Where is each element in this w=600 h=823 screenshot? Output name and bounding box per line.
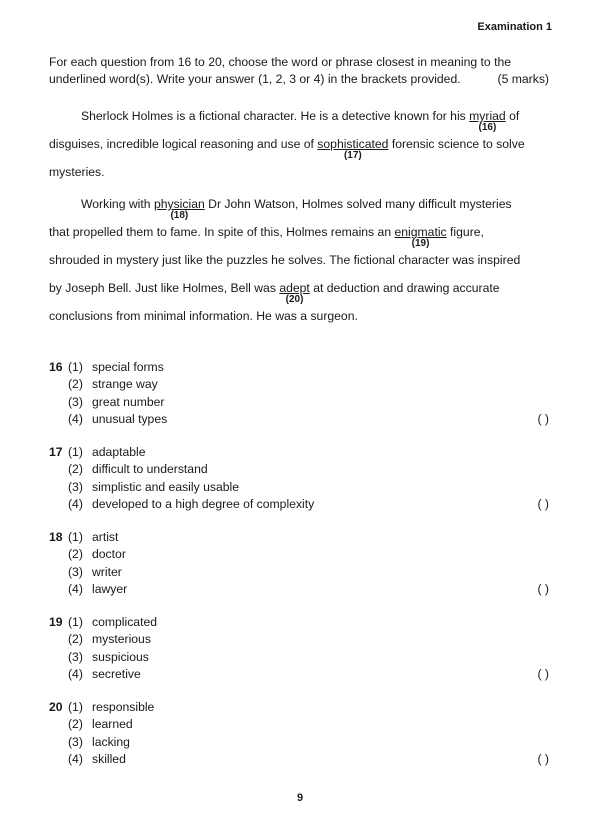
question-number: 16: [49, 359, 63, 374]
question-19: [49, 613, 549, 683]
option-number: (1): [68, 614, 83, 629]
question-marker-17: (17): [343, 150, 362, 161]
option-text: difficult to understand: [92, 462, 208, 477]
option-text: special forms: [92, 359, 164, 374]
question-20: [49, 698, 549, 768]
answer-bracket[interactable]: ( ): [537, 752, 549, 767]
underlined-word-20: adept (20): [279, 281, 310, 305]
option-text: writer: [92, 564, 122, 579]
option-row: [49, 461, 549, 479]
option-row: [49, 716, 549, 734]
question-marker-16: (16): [478, 122, 497, 133]
question-list: [49, 358, 549, 783]
option-text: complicated: [92, 614, 158, 629]
option-number: (4): [68, 752, 83, 767]
option-row: [49, 613, 549, 631]
option-text: secretive: [92, 667, 141, 682]
answer-bracket[interactable]: ( ): [537, 667, 549, 682]
option-number: (1): [68, 529, 83, 544]
passage-line: Sherlock Holmes is a fictional character. He is a detective known for his myriad (16) of: [81, 109, 520, 133]
answer-bracket[interactable]: ( ): [537, 582, 549, 597]
option-row: [49, 648, 549, 666]
question-number: 17: [49, 444, 63, 459]
option-text: developed to a high degree of complexity: [92, 497, 315, 512]
passage-line: that propelled them to fame. In spite of this, Holmes remains an enigmatic (19) figure,: [49, 225, 484, 249]
option-number: (2): [68, 632, 83, 647]
marks-label: (5 marks): [497, 72, 549, 86]
question-18: [49, 528, 549, 598]
question-number: 20: [49, 699, 63, 714]
option-number: (4): [68, 582, 83, 597]
option-text: mysterious: [92, 632, 151, 647]
option-row: [49, 376, 549, 394]
reading-passage: [49, 108, 549, 336]
page-number: 9: [296, 792, 304, 804]
option-number: (3): [68, 564, 83, 579]
option-row: [49, 563, 549, 581]
option-number: (4): [68, 497, 83, 512]
passage-line: shrouded in mystery just like the puzzles he solves. The fictional character was inspired: [49, 253, 521, 267]
option-number: (4): [68, 667, 83, 682]
option-row: [49, 631, 549, 649]
question-16: [49, 358, 549, 428]
instructions-line-2: underlined word(s). Write your answer (1, 2, 3 or 4) in the brackets provided.: [49, 72, 461, 86]
option-number: (3): [68, 479, 83, 494]
underlined-word-16: myriad (16): [469, 109, 506, 133]
exam-title: Examination 1: [477, 21, 552, 33]
option-number: (3): [68, 394, 83, 409]
option-row: [49, 358, 549, 376]
question-marker-18: (18): [170, 210, 189, 221]
passage-line: by Joseph Bell. Just like Holmes, Bell was adept (20) at deduction and drawing accurate: [49, 281, 500, 305]
option-number: (1): [68, 444, 83, 459]
answer-bracket[interactable]: ( ): [537, 412, 549, 427]
option-number: (2): [68, 717, 83, 732]
underlined-word-18: physician (18): [153, 197, 205, 221]
option-row: [49, 581, 549, 599]
option-text: unusual types: [92, 412, 168, 427]
option-number: (2): [68, 377, 83, 392]
question-marker-20: (20): [285, 294, 304, 305]
option-row: [49, 751, 549, 769]
option-row: [49, 698, 549, 716]
option-row: [49, 411, 549, 429]
option-row: [49, 733, 549, 751]
option-text: skilled: [92, 752, 126, 767]
passage-line: Working with physician (18) Dr John Watson, Holmes solved many difficult mysteries: [81, 197, 512, 221]
option-text: learned: [92, 717, 133, 732]
option-number: (2): [68, 462, 83, 477]
option-text: artist: [92, 529, 119, 544]
underlined-word-19: enigmatic (19): [394, 225, 447, 249]
option-text: doctor: [92, 547, 126, 562]
option-number: (3): [68, 649, 83, 664]
underlined-word-17: sophisticated (17): [317, 137, 389, 161]
option-number: (3): [68, 734, 83, 749]
question-marker-19: (19): [411, 238, 430, 249]
option-row: [49, 443, 549, 461]
option-text: adaptable: [92, 444, 146, 459]
answer-bracket[interactable]: ( ): [537, 497, 549, 512]
option-row: [49, 496, 549, 514]
passage-line: mysteries.: [49, 165, 105, 179]
option-row: [49, 478, 549, 496]
option-number: (1): [68, 359, 83, 374]
option-text: great number: [92, 394, 165, 409]
option-text: lawyer: [92, 582, 128, 597]
option-text: suspicious: [92, 649, 149, 664]
option-text: lacking: [92, 734, 130, 749]
option-text: responsible: [92, 699, 155, 714]
option-row: [49, 528, 549, 546]
option-number: (1): [68, 699, 83, 714]
option-number: (4): [68, 412, 83, 427]
instructions-line-1: For each question from 16 to 20, choose the word or phrase closest in meaning to the: [49, 55, 512, 69]
option-number: (2): [68, 547, 83, 562]
option-row: [49, 546, 549, 564]
question-17: [49, 443, 549, 513]
question-number: 19: [49, 614, 63, 629]
option-row: [49, 666, 549, 684]
option-row: [49, 393, 549, 411]
option-text: simplistic and easily usable: [92, 479, 239, 494]
instructions: [49, 54, 549, 88]
passage-line: conclusions from minimal information. He was a surgeon.: [49, 309, 358, 323]
option-text: strange way: [92, 377, 158, 392]
passage-line: disguises, incredible logical reasoning and use of sophisticated (17) forensic science to solve: [49, 137, 525, 161]
question-number: 18: [49, 529, 63, 544]
